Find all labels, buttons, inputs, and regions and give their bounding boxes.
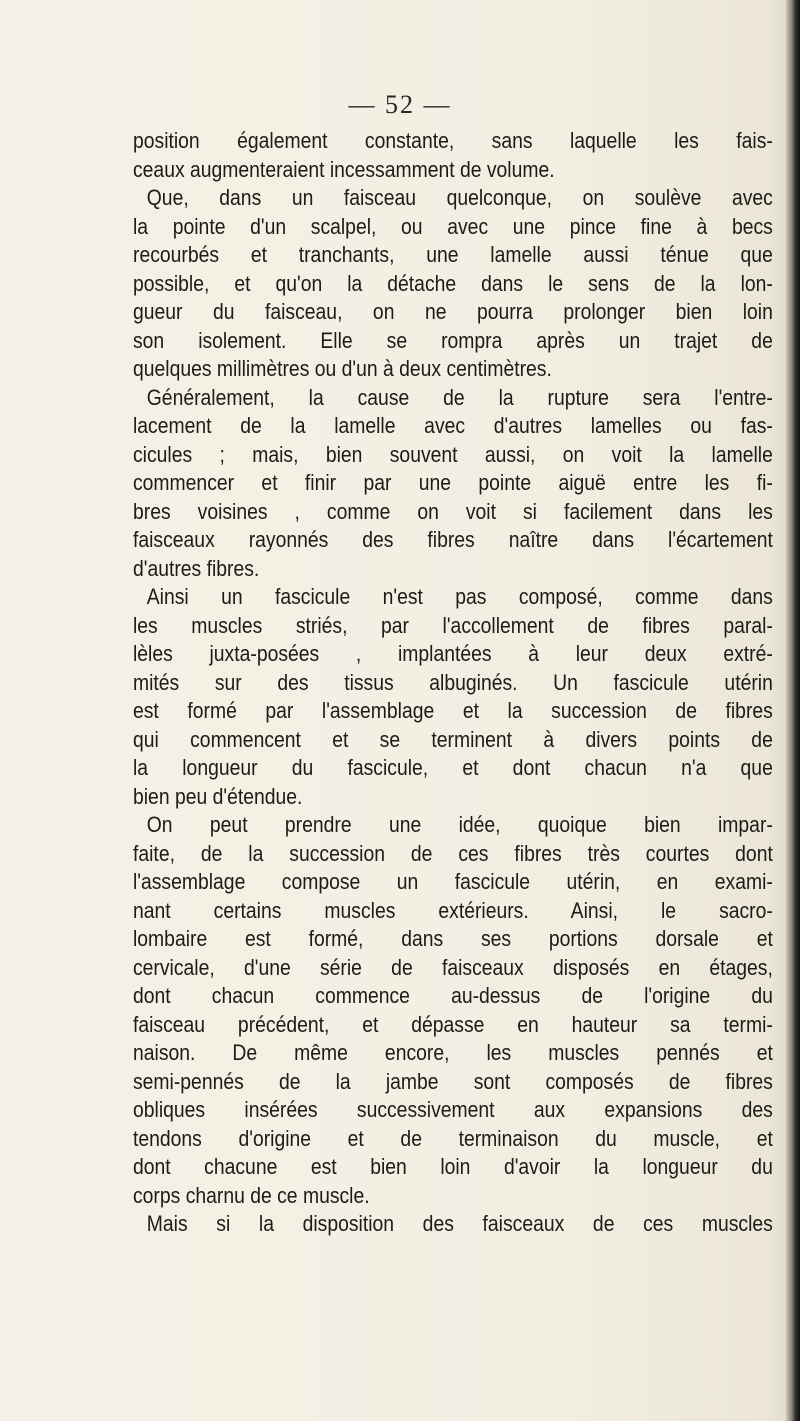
text-line: corps charnu de ce muscle. <box>133 1182 370 1208</box>
text-line: mités sur des tissus albuginés. Un fascicule utérin <box>133 669 773 695</box>
text-line: semi-pennés de la jambe sont composés de fibres <box>133 1068 773 1094</box>
body-text <box>133 127 773 1239</box>
text-line: qui commencent et se terminent à divers points de <box>133 726 773 752</box>
text-line: On peut prendre une idée, quoique bien impar- <box>146 812 773 837</box>
text-line: obliques insérées successivement aux expansions des <box>133 1097 773 1122</box>
text-line: tendons d'origine et de terminaison du muscle, et <box>133 1125 773 1151</box>
text-line: recourbés et tranchants, une lamelle aussi ténue que <box>133 242 773 267</box>
text-line: faisceaux rayonnés des fibres naître dans l'écartement <box>133 527 773 552</box>
text-line: Mais si la disposition des faisceaux de ces muscles <box>146 1211 773 1236</box>
text-line: lèles juxta-posées , implantées à leur deux extré- <box>133 641 773 666</box>
text-line: son isolement. Elle se rompra après un trajet de <box>133 327 773 353</box>
text-line: bres voisines , comme on voit si facilement dans les <box>133 498 773 524</box>
text-line: Généralement, la cause de la rupture sera l'entre- <box>146 384 773 410</box>
text-line: commencer et finir par une pointe aiguë entre les fi- <box>133 470 773 495</box>
text-line: la pointe d'un scalpel, ou avec une pince fine à becs <box>133 213 773 239</box>
text-line: lombaire est formé, dans ses portions dorsale et <box>133 926 773 951</box>
text-line: l'assemblage compose un fascicule utérin, en exami- <box>133 869 773 894</box>
text-line: quelques millimètres ou d'un à deux centimètres. <box>133 356 552 381</box>
text-line: naison. De même encore, les muscles pennés et <box>133 1040 773 1065</box>
text-line: gueur du faisceau, on ne pourra prolonger bien loin <box>133 299 773 324</box>
text-line: position également constante, sans laquelle les fais- <box>133 128 773 153</box>
text-line: Ainsi un fascicule n'est pas composé, comme dans <box>146 584 773 609</box>
page-number: — 52 — <box>348 90 452 119</box>
text-line: la longueur du fascicule, et dont chacun n'a que <box>133 755 773 780</box>
text-line: nant certains muscles extérieurs. Ainsi, le sacro- <box>133 897 773 923</box>
text-line: dont chacun commence au-dessus de l'origine du <box>133 983 773 1008</box>
text-line: dont chacune est bien loin d'avoir la longueur du <box>133 1154 773 1179</box>
text-line: bien peu d'étendue. <box>133 783 303 809</box>
text-line: lacement de la lamelle avec d'autres lamelles ou fas- <box>133 413 773 438</box>
text-line: possible, et qu'on la détache dans le sens de la lon- <box>133 270 773 296</box>
text-line: cervicale, d'une série de faisceaux disposés en étages, <box>133 954 773 980</box>
text-line: les muscles striés, par l'accollement de fibres paral- <box>133 612 773 638</box>
page-edge-shadow <box>786 0 800 1421</box>
text-line: Que, dans un faisceau quelconque, on soulève avec <box>146 185 773 210</box>
text-line: faite, de la succession de ces fibres très courtes dont <box>133 840 773 866</box>
text-line: ceaux augmenteraient incessamment de volume. <box>133 156 555 182</box>
text-line: faisceau précédent, et dépasse en hauteur sa termi- <box>133 1011 773 1037</box>
text-line: cicules ; mais, bien souvent aussi, on voit la lamelle <box>133 441 773 467</box>
text-line: d'autres fibres. <box>133 555 260 581</box>
text-line: est formé par l'assemblage et la succession de fibres <box>133 698 773 723</box>
